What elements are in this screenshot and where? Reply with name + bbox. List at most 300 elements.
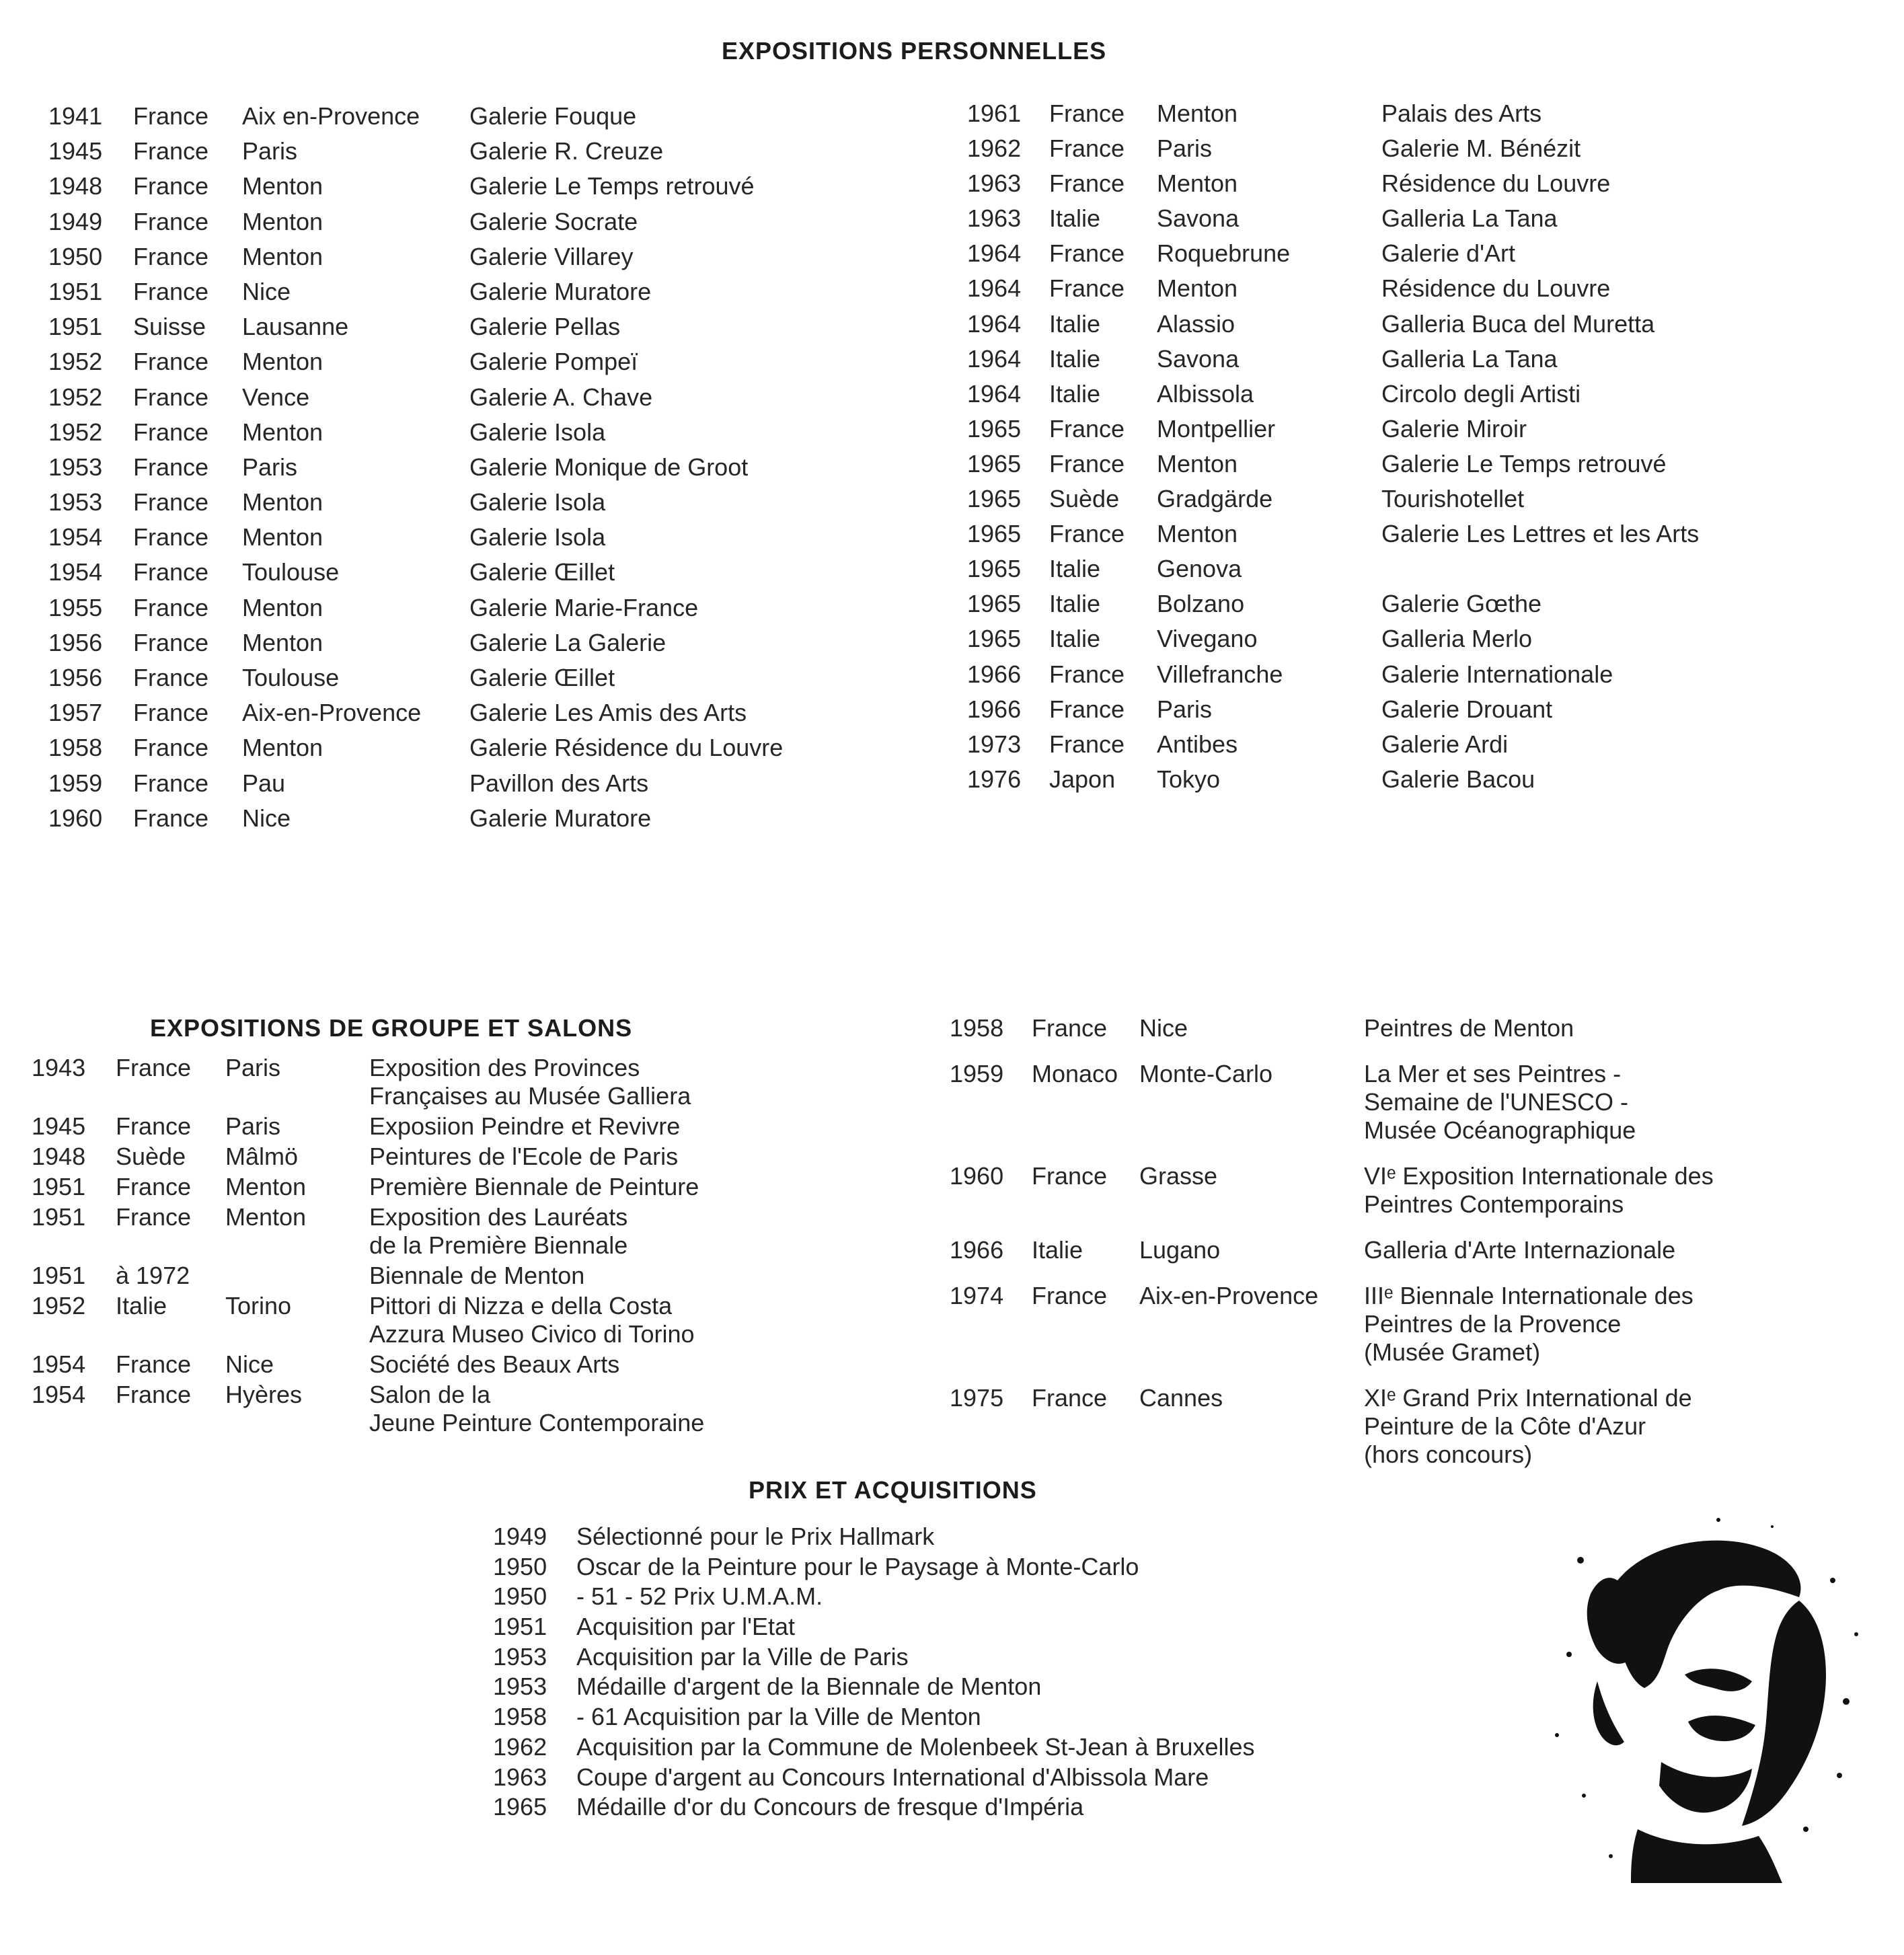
year: 1959 [48, 769, 103, 797]
list-item [967, 551, 1798, 586]
country: France [133, 453, 209, 481]
year: 1962 [493, 1732, 547, 1761]
country: France [116, 1054, 192, 1081]
personal-exhibitions-left-list [48, 99, 873, 836]
city: Paris [242, 453, 298, 481]
venue: Galerie Muratore [469, 804, 652, 832]
year: 1952 [48, 348, 103, 376]
list-item [950, 1162, 1794, 1219]
venue: Salon de la Jeune Peinture Contemporaine [369, 1381, 705, 1436]
country: Japon [1049, 765, 1116, 793]
country: France [133, 734, 209, 762]
list-item [967, 307, 1798, 342]
country: France [133, 242, 209, 270]
venue: Galerie Résidence du Louvre [469, 734, 784, 762]
country: France [116, 1112, 192, 1140]
year: 1966 [950, 1236, 1004, 1264]
venue: Galerie Internationale [1381, 660, 1613, 688]
venue: Galerie Pellas [469, 313, 621, 341]
venue: Galerie Œillet [469, 558, 615, 586]
list-item [967, 482, 1798, 516]
list-item [967, 342, 1798, 377]
city: Paris [242, 137, 298, 165]
city: Grasse [1139, 1162, 1218, 1190]
list-item [967, 516, 1798, 551]
list-item [48, 204, 873, 239]
country: Italie [1049, 590, 1101, 618]
list-item [48, 169, 873, 204]
country: France [1049, 695, 1125, 723]
venue: Galerie Le Temps retrouvé [1381, 449, 1667, 477]
venue: Galerie Œillet [469, 664, 615, 691]
list-item [48, 801, 873, 836]
year: 1953 [493, 1642, 547, 1671]
city: Nice [242, 804, 291, 832]
country: Italie [116, 1292, 167, 1319]
city: Savona [1157, 344, 1240, 373]
venue: XIᵉ Grand Prix International de Peinture de la Côte d'Azur (hors concours) [1364, 1384, 1692, 1468]
list-item [950, 1384, 1794, 1469]
list-item [967, 201, 1798, 236]
city: Gradgärde [1157, 485, 1273, 513]
country: France [1049, 449, 1125, 477]
year: 1953 [48, 488, 103, 516]
year: 1963 [493, 1763, 547, 1791]
venue: Première Biennale de Peinture [369, 1173, 699, 1200]
venue: Peintres de Menton [1364, 1014, 1574, 1042]
year: 1965 [967, 520, 1022, 548]
venue: Galerie Monique de Groot [469, 453, 749, 481]
year: 1941 [48, 102, 103, 130]
city: Toulouse [242, 664, 340, 691]
list-item [967, 377, 1798, 412]
country: Italie [1032, 1236, 1083, 1264]
venue: VIᵉ Exposition Internationale des Peintres Contemporains [1364, 1162, 1714, 1218]
city: Cannes [1139, 1384, 1223, 1412]
country: France [133, 628, 209, 656]
year: 1966 [967, 695, 1022, 723]
list-item [950, 1282, 1794, 1367]
city: Menton [242, 488, 323, 516]
list-item [48, 695, 873, 730]
country: Italie [1049, 344, 1101, 373]
prizes-title: PRIX ET ACQUISITIONS [749, 1476, 1037, 1504]
year: 1954 [32, 1350, 86, 1378]
venue: Galerie Villarey [469, 242, 634, 270]
country: Italie [1049, 625, 1101, 653]
country: Italie [1049, 309, 1101, 338]
list-item [32, 1143, 840, 1171]
list-item [48, 485, 873, 520]
year: 1952 [32, 1292, 86, 1319]
venue: Société des Beaux Arts [369, 1350, 620, 1378]
list-item [32, 1173, 840, 1201]
year: 1951 [493, 1613, 547, 1641]
list-item [493, 1582, 1255, 1612]
year: 1951 [32, 1173, 86, 1200]
list-item [967, 762, 1798, 797]
city: Torino [225, 1292, 292, 1319]
city: Aix en-Provence [242, 102, 420, 130]
country: à 1972 [116, 1262, 190, 1289]
city: Paris [225, 1112, 281, 1140]
city: Villefranche [1157, 660, 1283, 688]
year: 1950 [48, 242, 103, 270]
city: Paris [1157, 695, 1213, 723]
city: Lugano [1139, 1236, 1221, 1264]
year: 1954 [48, 523, 103, 551]
venue: Galerie d'Art [1381, 239, 1515, 268]
city: Hyères [225, 1381, 303, 1408]
country: France [133, 769, 209, 797]
country: France [133, 348, 209, 376]
list-item [967, 96, 1798, 131]
venue: Galerie Pompeï [469, 348, 638, 376]
venue: Palais des Arts [1381, 100, 1542, 127]
list-item [48, 380, 873, 415]
city: Antibes [1157, 730, 1238, 758]
year: 1964 [967, 274, 1022, 303]
list-item [493, 1792, 1255, 1823]
list-item [48, 239, 873, 274]
year: 1976 [967, 765, 1022, 793]
year: 1961 [967, 100, 1022, 127]
year: 1954 [48, 558, 103, 586]
venue: La Mer et ses Peintres - Semaine de l'UNESCO - Musée Océanographique [1364, 1060, 1636, 1144]
venue: Galleria Merlo [1381, 625, 1533, 653]
list-item [48, 555, 873, 590]
year: 1965 [967, 625, 1022, 653]
country: France [116, 1381, 192, 1408]
year: 1958 [48, 734, 103, 762]
year: 1951 [48, 313, 103, 341]
list-item [48, 309, 873, 344]
city: Mâlmö [225, 1143, 299, 1170]
year: 1959 [950, 1060, 1004, 1087]
country: France [116, 1173, 192, 1200]
country: France [1049, 100, 1125, 127]
country: France [1049, 414, 1125, 443]
country: France [133, 418, 209, 446]
year: 1962 [967, 135, 1022, 163]
list-item [967, 271, 1798, 306]
venue: Galerie Fouque [469, 102, 637, 130]
list-item [493, 1642, 1255, 1673]
country: France [133, 699, 209, 727]
list-item [950, 1060, 1794, 1145]
venue: Galerie Marie-France [469, 593, 699, 621]
prize-description: - 51 - 52 Prix U.M.A.M. [576, 1582, 823, 1611]
city: Menton [1157, 169, 1238, 198]
country: France [133, 558, 209, 586]
city: Roquebrune [1157, 239, 1291, 268]
country: France [133, 523, 209, 551]
country: France [1049, 239, 1125, 268]
city: Menton [242, 628, 323, 656]
country: France [133, 137, 209, 165]
city: Savona [1157, 204, 1240, 233]
venue: Galerie Gœthe [1381, 590, 1542, 618]
city: Nice [242, 277, 291, 305]
country: France [1032, 1162, 1108, 1190]
country: France [116, 1203, 192, 1231]
city: Genova [1157, 555, 1242, 583]
artist-portrait [1517, 1480, 1893, 1883]
country: France [133, 102, 209, 130]
prizes-list [493, 1522, 1255, 1823]
venue: Résidence du Louvre [1381, 274, 1611, 303]
city: Menton [1157, 100, 1238, 127]
country: France [1049, 520, 1125, 548]
venue: Galerie Socrate [469, 207, 638, 235]
year: 1965 [967, 485, 1022, 513]
list-item [32, 1381, 840, 1437]
city: Montpellier [1157, 414, 1276, 443]
venue: Galerie Isola [469, 523, 606, 551]
year: 1963 [967, 169, 1022, 198]
list-item [967, 692, 1798, 727]
list-item [950, 1236, 1794, 1264]
year: 1975 [950, 1384, 1004, 1412]
list-item [493, 1702, 1255, 1732]
country: France [133, 664, 209, 691]
city: Menton [1157, 274, 1238, 303]
venue: Tourishotellet [1381, 485, 1525, 513]
city: Menton [242, 348, 323, 376]
list-item [48, 520, 873, 555]
city: Tokyo [1157, 765, 1221, 793]
city: Menton [242, 172, 323, 200]
group-exhibitions-right-list [950, 1014, 1794, 1486]
venue [1381, 551, 1798, 586]
year: 1948 [32, 1143, 86, 1170]
country: France [1049, 169, 1125, 198]
list-item [950, 1014, 1794, 1042]
city: Bolzano [1157, 590, 1245, 618]
venue: Galerie Drouant [1381, 695, 1553, 723]
year: 1956 [48, 628, 103, 656]
year: 1964 [967, 379, 1022, 408]
list-item [32, 1262, 840, 1290]
year: 1964 [967, 344, 1022, 373]
list-item [967, 657, 1798, 692]
venue: Galerie Le Temps retrouvé [469, 172, 755, 200]
year: 1952 [48, 383, 103, 411]
venue: Galerie Ardi [1381, 730, 1509, 758]
list-item [967, 727, 1798, 762]
venue: Galerie A. Chave [469, 383, 653, 411]
city: Aix-en-Provence [1139, 1282, 1319, 1309]
prize-description: Acquisition par la Commune de Molenbeek St-Jean à Bruxelles [576, 1732, 1255, 1761]
list-item [967, 447, 1798, 482]
venue: Galerie Isola [469, 488, 606, 516]
list-item [493, 1552, 1255, 1582]
prize-description: Médaille d'argent de la Biennale de Menton [576, 1673, 1042, 1701]
list-item [32, 1350, 840, 1379]
venue: Galerie R. Creuze [469, 137, 664, 165]
portrait-illustration-icon [1555, 1518, 1858, 1883]
venue: Galerie Muratore [469, 277, 652, 305]
country: Suède [1049, 485, 1120, 513]
venue: Galleria La Tana [1381, 344, 1558, 373]
year: 1965 [493, 1793, 547, 1821]
country: France [1032, 1384, 1108, 1412]
list-item [48, 590, 873, 625]
country: France [1049, 135, 1125, 163]
country: France [133, 383, 209, 411]
city: Menton [1157, 449, 1238, 477]
list-item [967, 131, 1798, 166]
year: 1956 [48, 664, 103, 691]
prize-description: Sélectionné pour le Prix Hallmark [576, 1523, 935, 1550]
venue: Galerie M. Bénézit [1381, 135, 1581, 163]
list-item [48, 274, 873, 309]
prize-description: Oscar de la Peinture pour le Paysage à Monte-Carlo [576, 1552, 1139, 1580]
year: 1950 [493, 1552, 547, 1580]
city: Vence [242, 383, 310, 411]
country: France [133, 804, 209, 832]
group-exhibitions-title: EXPOSITIONS DE GROUPE ET SALONS [150, 1014, 633, 1042]
country: France [116, 1350, 192, 1378]
group-exhibitions-left-list [32, 1054, 840, 1439]
list-item [493, 1522, 1255, 1552]
year: 1945 [48, 137, 103, 165]
city: Vivegano [1157, 625, 1258, 653]
country: Italie [1049, 555, 1101, 583]
year: 1948 [48, 172, 103, 200]
list-item [48, 766, 873, 801]
list-item [493, 1763, 1255, 1793]
list-item [48, 625, 873, 660]
list-item [48, 450, 873, 485]
country: France [1049, 660, 1125, 688]
year: 1963 [967, 204, 1022, 233]
year: 1960 [950, 1162, 1004, 1190]
year: 1951 [48, 277, 103, 305]
venue: Galerie Bacou [1381, 765, 1535, 793]
venue: Galleria d'Arte Internazionale [1364, 1236, 1676, 1264]
year: 1964 [967, 239, 1022, 268]
year: 1965 [967, 449, 1022, 477]
venue: IIIᵉ Biennale Internationale des Peintres de la Provence (Musée Gramet) [1364, 1282, 1693, 1366]
city: Menton [225, 1173, 307, 1200]
country: Suisse [133, 313, 206, 341]
venue: Peintures de l'Ecole de Paris [369, 1143, 679, 1170]
list-item [967, 621, 1798, 656]
list-item [48, 134, 873, 169]
country: France [1049, 274, 1125, 303]
venue: Galleria La Tana [1381, 204, 1558, 233]
city: Menton [242, 418, 323, 446]
year: 1964 [967, 309, 1022, 338]
venue: Galleria Buca del Muretta [1381, 309, 1655, 338]
list-item [967, 586, 1798, 621]
year: 1954 [32, 1381, 86, 1408]
year: 1965 [967, 555, 1022, 583]
venue: Exposiion Peindre et Revivre [369, 1112, 681, 1140]
list-item [48, 99, 873, 134]
year: 1950 [493, 1582, 547, 1611]
country: France [1032, 1282, 1108, 1309]
list-item [967, 412, 1798, 447]
venue: Galerie Isola [469, 418, 606, 446]
city: Albissola [1157, 379, 1254, 408]
venue: Circolo degli Artisti [1381, 379, 1581, 408]
city: Menton [225, 1203, 307, 1231]
year: 1958 [950, 1014, 1004, 1042]
year: 1966 [967, 660, 1022, 688]
list-item [493, 1732, 1255, 1763]
country: Italie [1049, 204, 1101, 233]
prize-description: Coupe d'argent au Concours International d'Albissola Mare [576, 1763, 1209, 1791]
venue: Pittori di Nizza e della Costa Azzura Museo Civico di Torino [369, 1292, 695, 1348]
year: 1973 [967, 730, 1022, 758]
prize-description: Acquisition par l'Etat [576, 1613, 796, 1641]
city: Nice [225, 1350, 274, 1378]
country: France [133, 207, 209, 235]
country: France [133, 593, 209, 621]
city: Menton [242, 734, 323, 762]
year: 1974 [950, 1282, 1004, 1309]
venue: Biennale de Menton [369, 1262, 585, 1289]
country: Italie [1049, 379, 1101, 408]
list-item [48, 344, 873, 379]
list-item [32, 1054, 840, 1110]
city [225, 1262, 369, 1290]
venue: Exposition des Provinces Françaises au Musée Galliera [369, 1054, 691, 1110]
country: France [1032, 1014, 1108, 1042]
country: Suède [116, 1143, 186, 1170]
city: Pau [242, 769, 286, 797]
venue: Exposition des Lauréats de la Première Biennale [369, 1203, 628, 1259]
city: Menton [1157, 520, 1238, 548]
city: Menton [242, 207, 323, 235]
country: France [1049, 730, 1125, 758]
city: Aix-en-Provence [242, 699, 422, 727]
year: 1953 [493, 1673, 547, 1701]
city: Menton [242, 593, 323, 621]
city: Monte-Carlo [1139, 1060, 1273, 1087]
year: 1951 [32, 1203, 86, 1231]
list-item [32, 1292, 840, 1348]
year: 1960 [48, 804, 103, 832]
country: France [133, 277, 209, 305]
year: 1958 [493, 1703, 547, 1731]
year: 1945 [32, 1112, 86, 1140]
prize-description: - 61 Acquisition par la Ville de Menton [576, 1703, 981, 1731]
city: Nice [1139, 1014, 1188, 1042]
country: France [133, 488, 209, 516]
country: France [133, 172, 209, 200]
year: 1949 [48, 207, 103, 235]
list-item [32, 1112, 840, 1141]
city: Paris [1157, 135, 1213, 163]
city: Paris [225, 1054, 281, 1081]
personal-exhibitions-title: EXPOSITIONS PERSONNELLES [722, 37, 1107, 65]
city: Lausanne [242, 313, 349, 341]
list-item [967, 236, 1798, 271]
city: Toulouse [242, 558, 340, 586]
list-item [48, 415, 873, 450]
list-item [48, 730, 873, 765]
venue: Galerie La Galerie [469, 628, 667, 656]
year: 1953 [48, 453, 103, 481]
year: 1949 [493, 1523, 547, 1550]
personal-exhibitions-right-list [967, 96, 1798, 797]
list-item [493, 1672, 1255, 1702]
city: Menton [242, 523, 323, 551]
list-item [48, 660, 873, 695]
